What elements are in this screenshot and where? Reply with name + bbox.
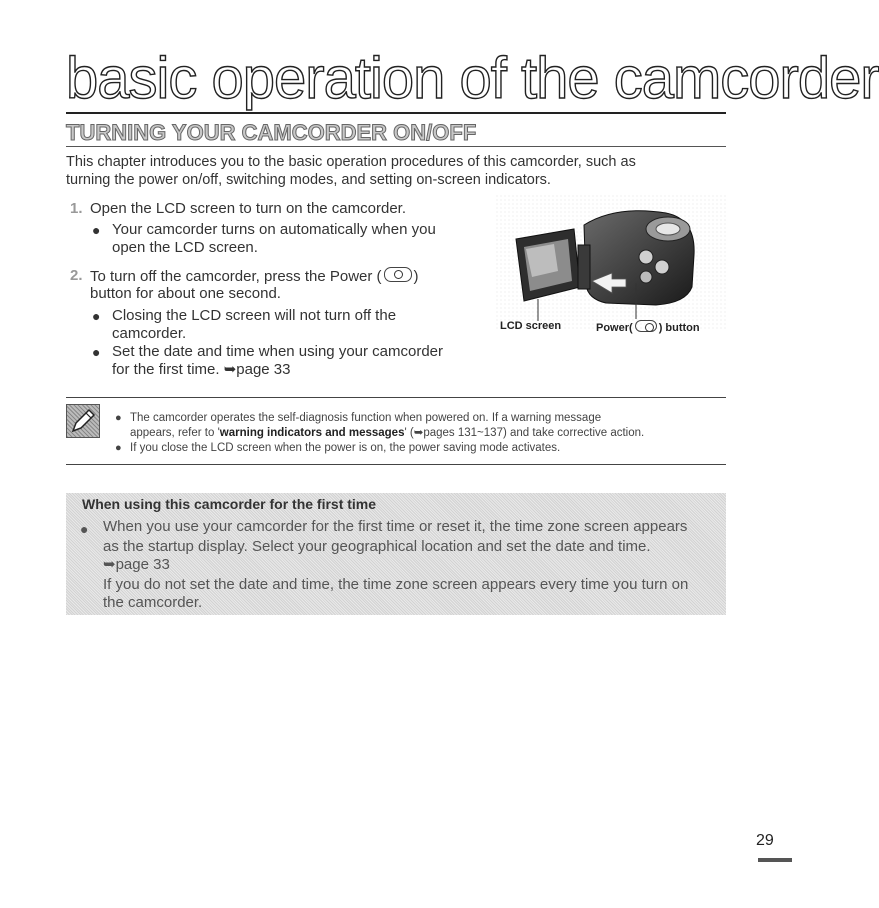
- intro-paragraph: [66, 153, 726, 189]
- bullet-icon: ●: [115, 412, 122, 424]
- note-bold-text: warning indicators and messages: [219, 427, 405, 439]
- bullet-icon: ●: [92, 222, 101, 238]
- info-box-line: the camcorder.: [103, 594, 203, 611]
- note-line: If you close the LCD screen when the power is on, the power saving mode activates.: [130, 442, 561, 454]
- bullet-icon: ●: [92, 344, 101, 360]
- info-box-line: If you do not set the date and time, the time zone screen appears every time you turn on: [103, 576, 689, 593]
- bullet-icon: ●: [80, 521, 89, 537]
- note-line: The camcorder operates the self-diagnosis function when powered on. If a warning message: [130, 412, 602, 424]
- step-text-line2: button for about one second.: [90, 285, 281, 302]
- chapter-title: basic operation of the camcorder: [66, 46, 879, 111]
- step-text: [90, 267, 419, 286]
- pencil-icon: [67, 405, 99, 437]
- step-sub-line: for the first time. ➥page 33: [112, 361, 291, 378]
- info-box-line: When you use your camcorder for the first time or reset it, the time zone screen appears: [103, 518, 688, 535]
- power-label-part: ) button: [658, 322, 700, 334]
- bullet-icon: ●: [115, 442, 122, 454]
- section-title-rule: [66, 146, 726, 147]
- step-sub-line: camcorder.: [112, 325, 187, 342]
- step-sub-line: Set the date and time when using your camcorder: [112, 343, 444, 360]
- lcd-screen-label: LCD screen: [500, 320, 562, 332]
- intro-line: This chapter introduces you to the basic operation procedures of this camcorder, such as: [66, 154, 636, 170]
- note-rule-bottom: [66, 464, 726, 465]
- note-line: [130, 426, 644, 441]
- power-label-part: Power(: [596, 322, 633, 334]
- step-text: Open the LCD screen to turn on the camcorder.: [90, 200, 407, 217]
- intro-line: turning the power on/off, switching modes, and setting on-screen indicators.: [66, 172, 551, 188]
- note-rule-top: [66, 397, 726, 398]
- note-pencil-icon: [66, 404, 100, 438]
- page-number: 29: [756, 832, 774, 849]
- section-title: TURNING YOUR CAMCORDER ON/OFF: [66, 120, 477, 145]
- camcorder-icon: [496, 195, 726, 330]
- note-text-part: ' (➥pages 131~137) and take corrective action.: [404, 427, 645, 439]
- camcorder-illustration: [496, 195, 726, 330]
- step-text-part: To turn off the camcorder, press the Power (: [90, 268, 382, 285]
- step-number: 2.: [70, 267, 83, 284]
- bullet-icon: ●: [92, 308, 101, 324]
- info-box-heading: When using this camcorder for the first time: [82, 496, 377, 512]
- power-button-icon: [635, 320, 657, 332]
- power-button-label: [596, 320, 700, 334]
- step-sub-line: Your camcorder turns on automatically when you: [112, 221, 436, 238]
- info-box-line: as the startup display. Select your geographical location and set the date and time.: [103, 538, 651, 555]
- step-text-part: ): [413, 268, 419, 285]
- info-box-line: ➥page 33: [103, 556, 170, 573]
- step-number: 1.: [70, 200, 83, 217]
- step-sub-line: open the LCD screen.: [112, 239, 258, 256]
- step-sub-line: Closing the LCD screen will not turn off the: [112, 307, 397, 324]
- note-text-part: appears, refer to ': [130, 427, 220, 439]
- power-button-icon: [384, 267, 412, 282]
- chapter-title-rule: [66, 112, 726, 114]
- page-number-bar: [758, 858, 792, 862]
